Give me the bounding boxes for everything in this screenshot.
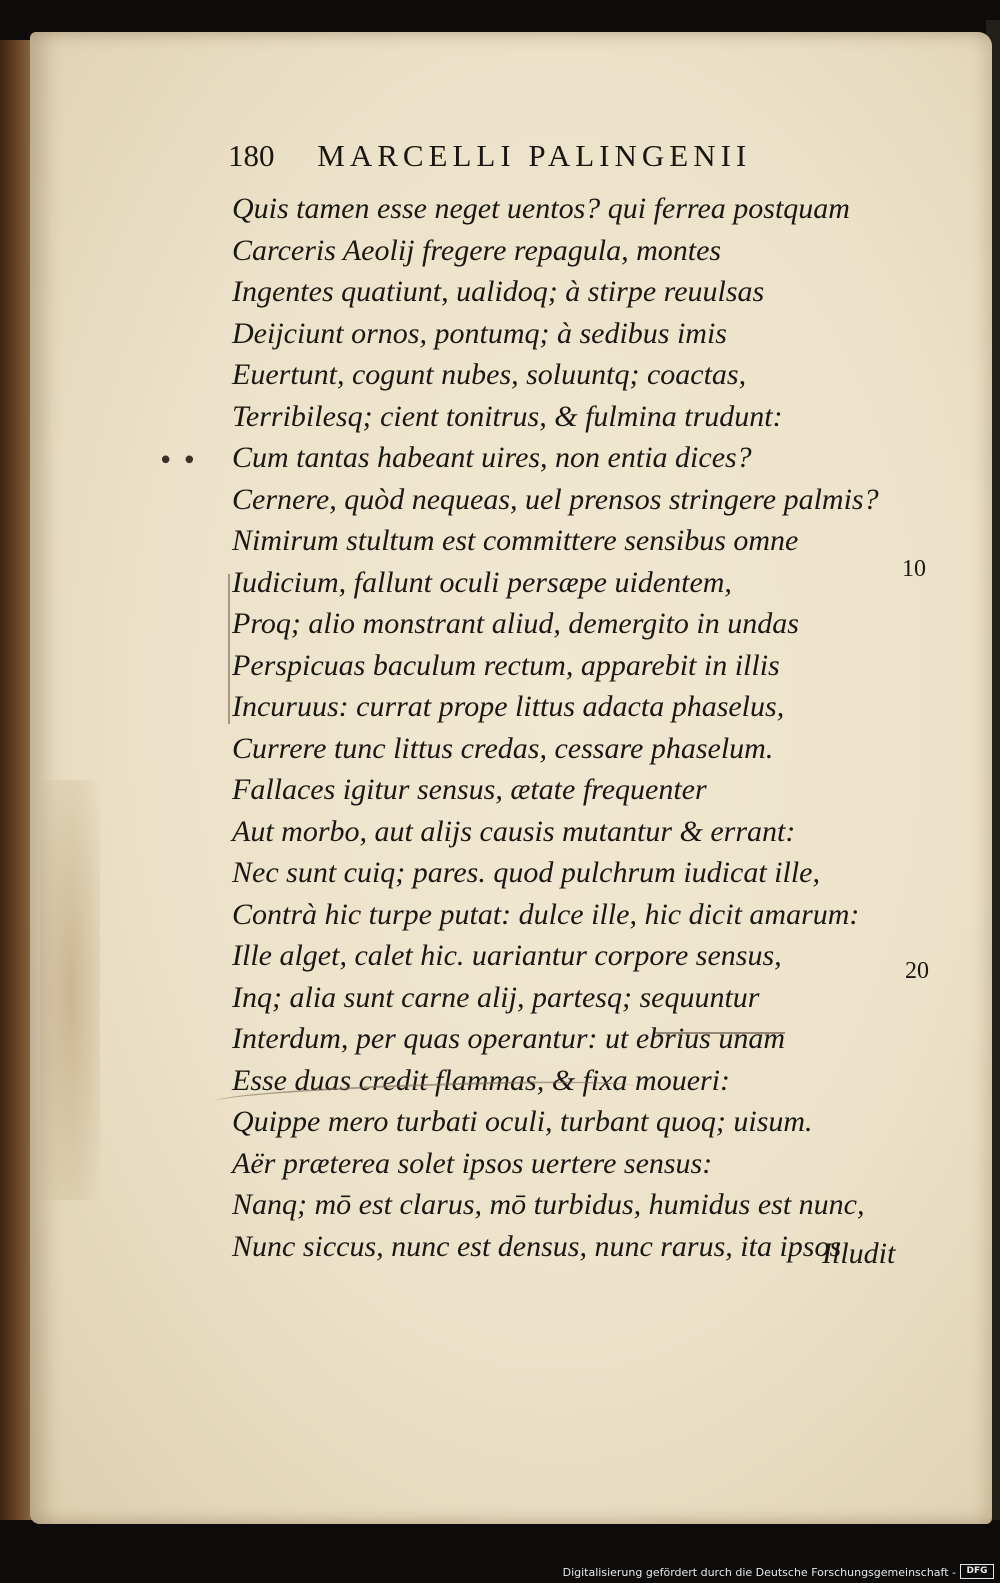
verse-line: Iudicium, fallunt oculi persæpe uidentem,: [232, 565, 732, 599]
verse-line: Nanq; mō est clarus, mō turbidus, humidus est nunc,: [232, 1188, 865, 1221]
verse-line: Nunc siccus, nunc est densus, nunc rarus, ita ipsos: [232, 1229, 842, 1263]
verse-line: Aut morbo, aut alijs causis mutantur & errant:: [232, 814, 796, 848]
verse-line: Terribilesq; cient tonitrus, & fulmina trudunt:: [232, 399, 783, 433]
ink-underline: [655, 1032, 785, 1040]
page-header: [228, 138, 751, 174]
page-stain: [40, 780, 100, 1200]
verse-line: Carceris Aeolij fregere repagula, montes: [232, 233, 722, 267]
margin-bracket-mark: [228, 574, 236, 724]
page-number: 180: [228, 138, 275, 173]
verse-line: Nimirum stultum est committere sensibus omne: [232, 524, 799, 557]
verse-line: Fallaces igitur sensus, ætate frequenter: [232, 773, 707, 806]
verse-line: Ille alget, calet hic. uariantur corpore sensus,: [232, 939, 782, 972]
line-number-20: 20: [905, 958, 929, 984]
footer-credit: Digitalisierung gefördert durch die Deutsche Forschungsgemeinschaft -: [562, 1566, 956, 1579]
verse-line: Incuruus: currat prope littus adacta phaselus,: [232, 690, 785, 723]
line-number-10: 10: [902, 556, 926, 582]
verse-line: Cum tantas habeant uires, non entia dices?: [232, 441, 752, 474]
verse-line: Esse duas credit flammas, & fixa moueri:: [232, 1063, 731, 1097]
verse-line: Quippe mero turbati oculi, turbant quoq; uisum.: [232, 1105, 813, 1138]
verse-line: Ingentes quatiunt, ualidoq; à stirpe reuulsas: [232, 275, 765, 308]
verse-line: Inq; alia sunt carne alij, partesq; sequuntur: [232, 980, 760, 1014]
verse-line: Cernere, quòd nequeas, uel prensos stringere palmis?: [232, 482, 879, 516]
dfg-logo: DFG: [960, 1564, 994, 1579]
verse-line: Euertunt, cogunt nubes, soluuntq; coactas,: [232, 358, 747, 391]
verse-line: Perspicuas baculum rectum, apparebit in illis: [232, 648, 780, 682]
verse-line: Deijciunt ornos, pontumq; à sedibus imis: [232, 316, 727, 350]
verse-line: Aër præterea solet ipsos uertere sensus:: [232, 1146, 713, 1180]
verse-line: Proq; alio monstrant aliud, demergito in undas: [232, 607, 799, 640]
verse-line: Interdum, per quas operantur: ut ebrius unam: [232, 1022, 786, 1055]
footer-bar: [0, 1561, 1000, 1583]
catchword: Illudit: [822, 1237, 896, 1270]
verse-line: Contrà hic turpe putat: dulce ille, hic dicit amarum:: [232, 897, 860, 931]
verse-line: Nec sunt cuiq; pares. quod pulchrum iudicat ille,: [232, 856, 820, 889]
margin-dots: • •: [158, 446, 197, 476]
running-head: MARCELLI PALINGENII: [317, 138, 752, 173]
verse-line: Quis tamen esse neget uentos? qui ferrea postquam: [232, 192, 850, 225]
verse-line: Currere tunc littus credas, cessare phaselum.: [232, 731, 774, 765]
